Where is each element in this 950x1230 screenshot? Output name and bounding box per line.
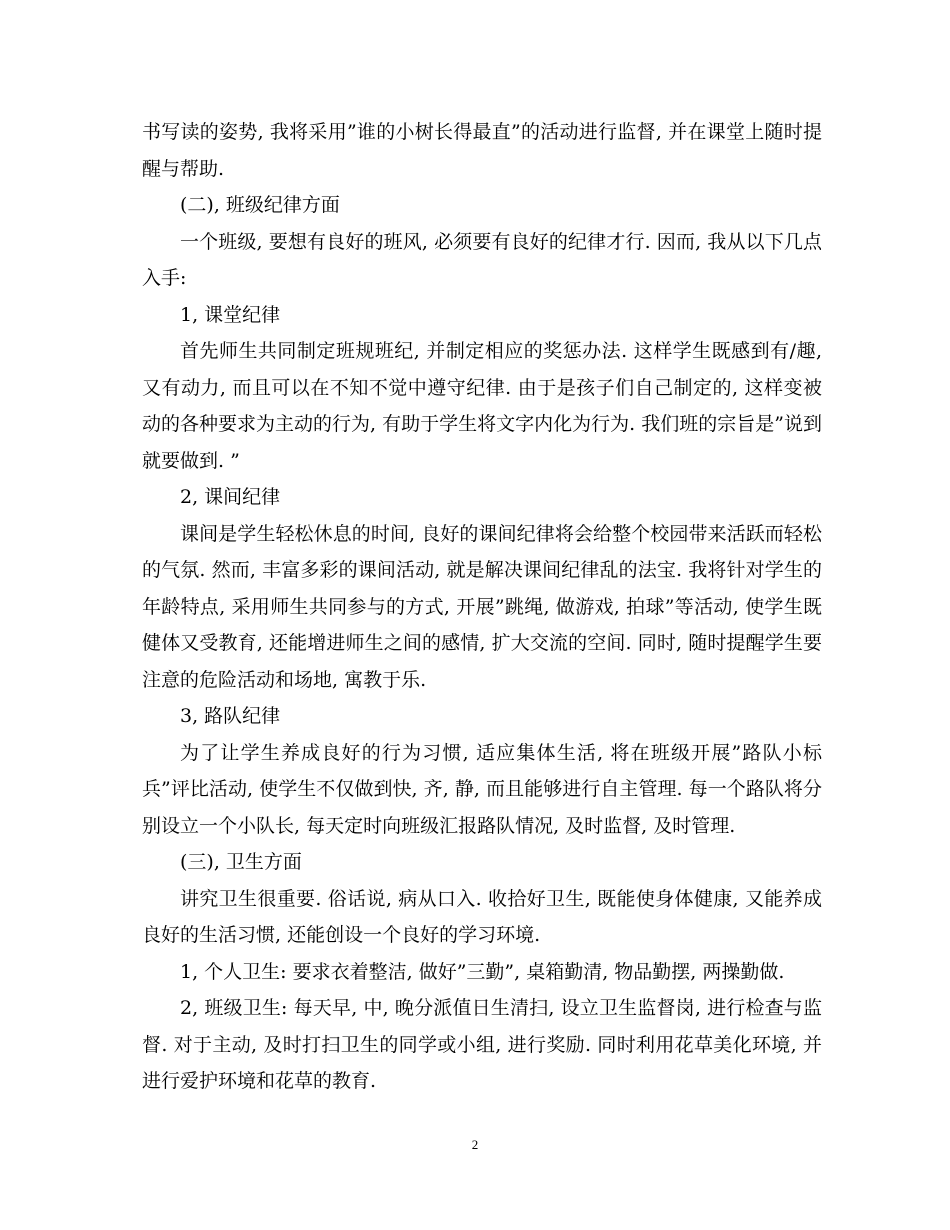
paragraph: 一个班级, 要想有良好的班风, 必须要有良好的纪律才行. 因而, 我从以下几点入手: (142, 230, 822, 289)
document-body (142, 114, 822, 1100)
paragraph: 讲究卫生很重要. 俗话说, 病从口入. 收拾好卫生, 既能使身体健康, 又能养成良好的生活习惯, 还能创设一个良好的学习环境. (142, 887, 822, 946)
subsection-heading: 1, 课堂纪律 (180, 303, 281, 326)
subsection-heading: 2, 课间纪律 (180, 486, 281, 508)
paragraph: 2, 班级卫生: 每天早, 中, 晚分派值日生清扫, 设立卫生监督岗, 进行检查与监督. 对于主动, 及时打扫卫生的同学或小组, 进行奖励. 同时利用花草美化环境, 并进行爱护环境和花草的教育. (142, 997, 822, 1092)
paragraph: 1, 个人卫生: 要求衣着整洁, 做好”三勤”, 桌箱勤清, 物品勤摆, 两操勤做. (180, 960, 785, 983)
paragraph: 为了让学生养成良好的行为习惯, 适应集体生活, 将在班级开展”路队小标兵”评比活动, 使学生不仅做到快, 齐, 静, 而且能够进行自主管理. 每一个路队将分别设立一个小队长, 每天定时向班级汇报路队情况, 及时监督, 及时管理. (142, 741, 822, 837)
section-heading: (三), 卫生方面 (180, 851, 302, 873)
paragraph: 课间是学生轻松休息的时间, 良好的课间纪律将会给整个校园带来活跃而轻松的气氛. 然而, 丰富多彩的课间活动, 就是解决课间纪律乱的法宝. 我将针对学生的年龄特点, 采用师生共同参与的方式, 开展”跳绳, 做游戏, 拍球”等活动, 使学生既健体又受教育, 还能增进师生之间的感情, 扩大交流的空间. 同时, 随时提醒学生要注意的危险活动和场地, 寓教于乐. (142, 522, 822, 691)
paragraph: 首先师生共同制定班规班纪, 并制定相应的奖惩办法. 这样学生既感到有/趣, 又有动力, 而且可以在不知不觉中遵守纪律. 由于是孩子们自己制定的, 这样变被动的各种要求为主动的行为, 有助于学生将文字内化为行为. 我们班的宗旨是”说到就要做到. ” (142, 340, 822, 472)
subsection-heading: 3, 路队纪律 (180, 705, 281, 727)
paragraph: 书写读的姿势, 我将采用”谁的小树长得最直”的活动进行监督, 并在课堂上随时提醒与帮助. (142, 121, 822, 180)
section-heading: (二), 班级纪律方面 (180, 194, 340, 216)
page-number: 2 (471, 1137, 479, 1152)
